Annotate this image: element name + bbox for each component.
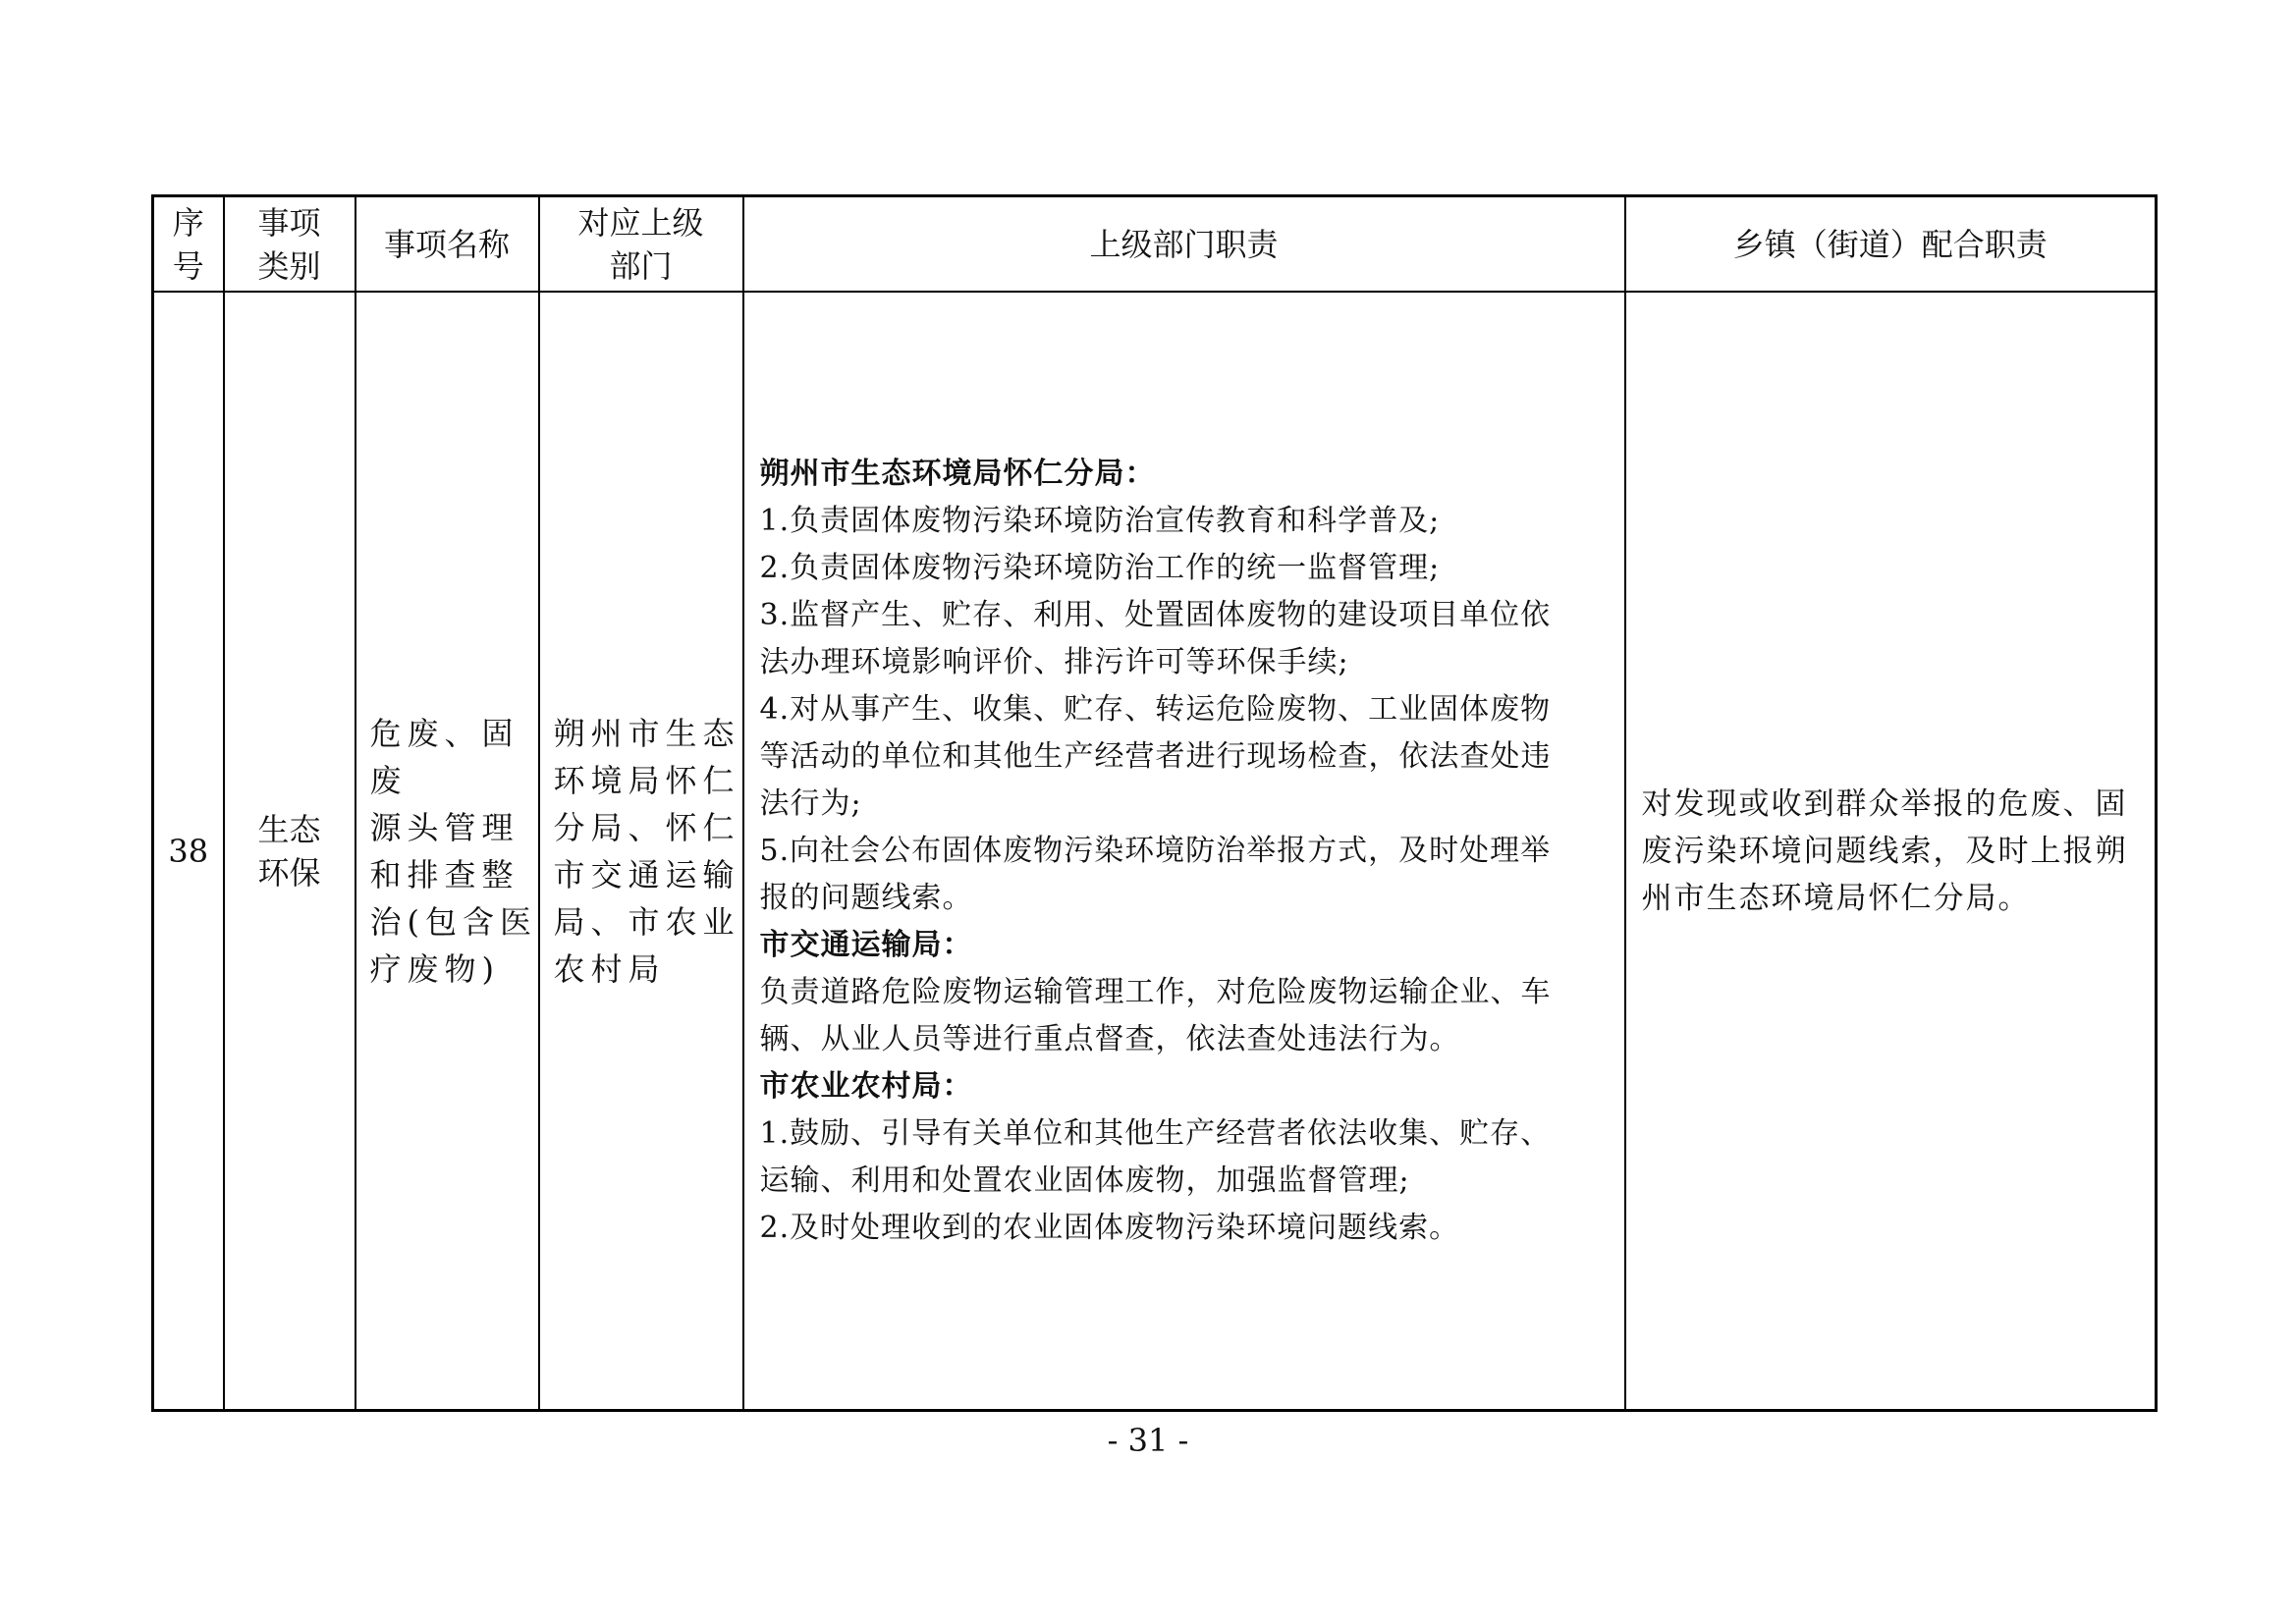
category-line: 环保 xyxy=(257,853,321,892)
responsibility-line: 运输、利用和处置农业固体废物，加强监督管理; xyxy=(759,1163,1410,1198)
cell-category xyxy=(224,292,355,1411)
cooperation-line: 州市生态环境局怀仁分局。 xyxy=(1641,880,2031,916)
header-seq-line: 序 xyxy=(172,203,204,242)
responsibility-line: 负责道路危险废物运输管理工作，对危险废物运输企业、车 xyxy=(759,974,1552,1009)
dept-line: 农村局 xyxy=(553,949,666,988)
cell-dept xyxy=(539,292,743,1411)
table-row xyxy=(153,292,2157,1411)
responsibility-line: 3.监督产生、贮存、利用、处置固体废物的建设项目单位依 xyxy=(759,597,1552,632)
responsibility-line: 5.向社会公布固体废物污染环境防治举报方式，及时处理举 xyxy=(759,833,1552,868)
responsibility-heading: 市交通运输局： xyxy=(759,927,973,962)
responsibility-line: 4.对从事产生、收集、贮存、转运危险废物、工业固体废物 xyxy=(759,691,1552,727)
item-name-line: 疗废物) xyxy=(369,949,500,988)
item-name-line: 危废、固废 xyxy=(369,714,519,799)
item-name-line: 和排查整 xyxy=(369,855,519,893)
header-category-line: 事项 xyxy=(257,203,321,242)
header-row xyxy=(153,196,2157,293)
header-dept xyxy=(539,196,743,293)
dept-line: 环境局怀仁 xyxy=(553,761,740,799)
cell-item-name xyxy=(355,292,539,1411)
header-dept-line: 对应上级 xyxy=(577,203,704,242)
dept-line: 市交通运输 xyxy=(553,855,740,893)
item-name-line: 治(包含医 xyxy=(369,902,537,941)
responsibility-heading: 市农业农村局： xyxy=(759,1068,973,1104)
responsibility-text xyxy=(760,451,1607,1252)
header-dept-line: 部门 xyxy=(609,246,673,285)
header-seq xyxy=(153,196,224,293)
dept-line: 局、市农业 xyxy=(553,902,740,941)
header-responsibility: 上级部门职责 xyxy=(743,196,1625,293)
cell-responsibility xyxy=(743,292,1625,1411)
cell-cooperation xyxy=(1625,292,2157,1411)
cooperation-line: 废污染环境问题线索，及时上报朔 xyxy=(1641,833,2128,869)
header-cooperation: 乡镇（街道）配合职责 xyxy=(1625,196,2157,293)
dept-line: 分局、怀仁 xyxy=(553,808,740,846)
responsibility-line: 1.负责固体废物污染环境防治宣传教育和科学普及; xyxy=(759,503,1441,538)
page-number: - 31 - xyxy=(1107,1422,1189,1459)
responsibility-heading: 朔州市生态环境局怀仁分局： xyxy=(759,456,1156,491)
responsibility-line: 法办理环境影响评价、排污许可等环保手续; xyxy=(759,644,1349,679)
header-category xyxy=(224,196,355,293)
dept-line: 朔州市生态 xyxy=(553,714,740,752)
responsibility-line: 2.负责固体废物污染环境防治工作的统一监督管理; xyxy=(759,550,1441,585)
responsibility-line: 等活动的单位和其他生产经营者进行现场检查，依法查处违 xyxy=(759,738,1552,774)
responsibility-line: 辆、从业人员等进行重点督查，依法查处违法行为。 xyxy=(759,1021,1460,1056)
header-name: 事项名称 xyxy=(355,196,539,293)
responsibility-table xyxy=(151,194,2158,1412)
item-name-line: 源头管理 xyxy=(369,808,519,846)
cooperation-line: 对发现或收到群众举报的危废、固 xyxy=(1641,785,2128,822)
responsibility-line: 2.及时处理收到的农业固体废物污染环境问题线索。 xyxy=(759,1210,1460,1245)
header-category-line: 类别 xyxy=(257,246,321,285)
responsibility-line: 报的问题线索。 xyxy=(759,880,973,915)
category-line: 生态 xyxy=(257,810,321,848)
cell-seq: 38 xyxy=(153,292,224,1411)
responsibility-line: 1.鼓励、引导有关单位和其他生产经营者依法收集、贮存、 xyxy=(759,1115,1552,1151)
header-seq-line: 号 xyxy=(172,246,204,285)
responsibility-line: 法行为; xyxy=(759,785,862,821)
